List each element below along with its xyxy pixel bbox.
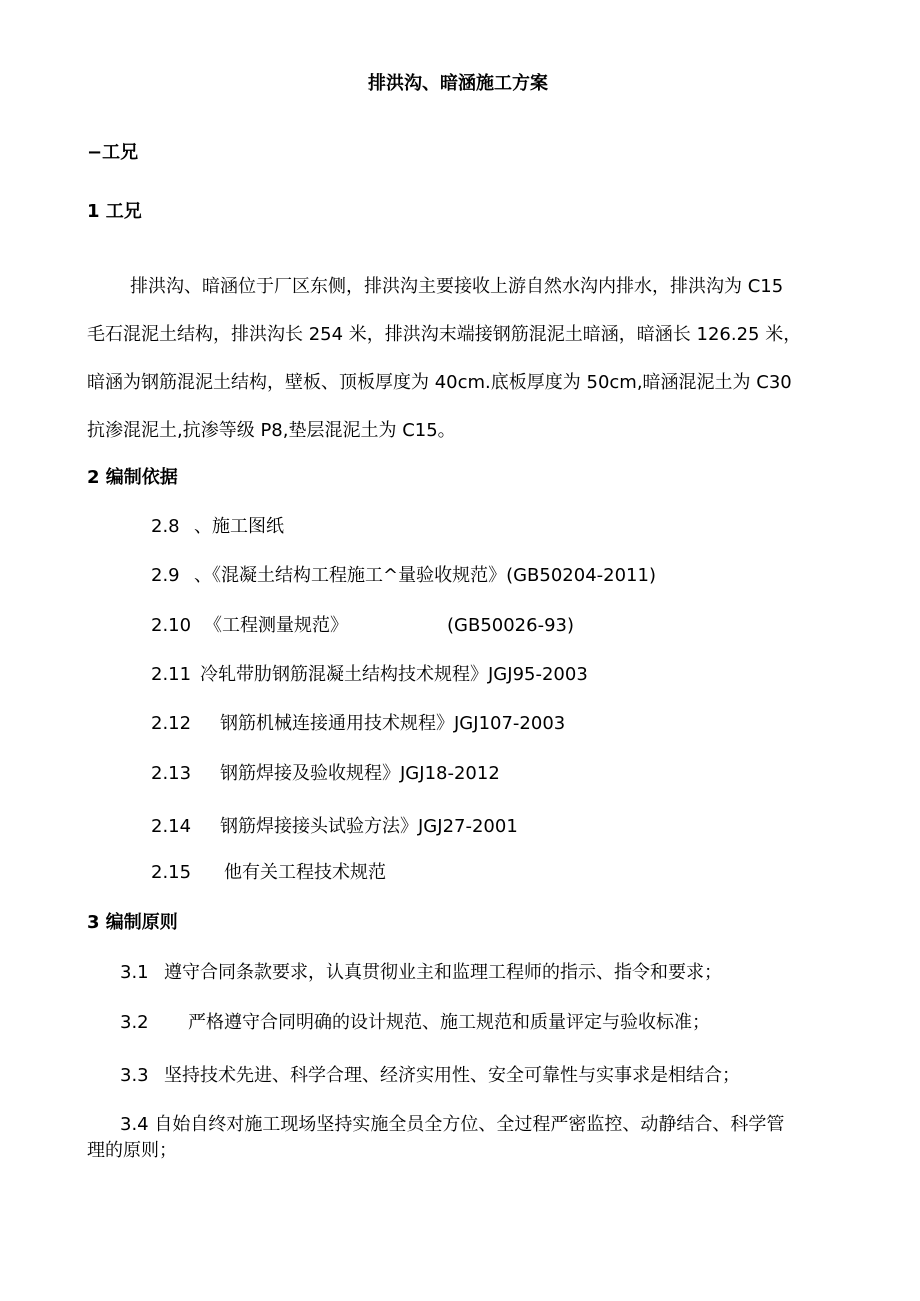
basis-item-text: 《工程测量规范》: [204, 615, 348, 636]
principle-num: 3.2: [120, 1012, 149, 1033]
basis-item-text: 钢筋机械连接通用技术规程》JGJ107-2003: [220, 713, 566, 734]
section-heading-overview: −工兄: [87, 142, 139, 163]
subsection-heading-overview: 1 工兄: [87, 201, 142, 222]
basis-item-num: 2.14: [151, 816, 192, 837]
overview-line-4: 抗渗混泥土,抗渗等级 P8,垫层混泥土为 C15。: [87, 420, 456, 441]
basis-item-num: 2.11: [151, 664, 192, 685]
overview-line-1: 排洪沟、暗涵位于厂区东侧，排洪沟主要接收上游自然水沟内排水，排洪沟为 C15: [130, 276, 784, 297]
principle-3-4-line-2: 理的原则；: [87, 1140, 177, 1161]
section-heading-basis: 2 编制依据: [87, 467, 178, 488]
basis-item-code: (GB50026-93): [447, 615, 575, 636]
basis-item-num: 2.12: [151, 713, 192, 734]
principle-text: 严格遵守合同明确的设计规范、施工规范和质量评定与验收标准；: [188, 1012, 710, 1033]
principle-text: 坚持技术先进、科学合理、经济实用性、安全可靠性与实事求是相结合；: [164, 1065, 740, 1086]
basis-item-num: 2.10: [151, 615, 192, 636]
principle-num: 3.1: [120, 962, 149, 983]
overview-line-2: 毛石混泥土结构，排洪沟长 254 米，排洪沟末端接钢筋混泥土暗涵，暗涵长 126.25 米，: [87, 324, 802, 345]
overview-line-3: 暗涵为钢筋混泥土结构，壁板、顶板厚度为 40cm.底板厚度为 50cm,暗涵混泥土为 C30: [87, 372, 792, 393]
basis-item-text: 他有关工程技术规范: [224, 862, 386, 883]
basis-item-num: 2.13: [151, 763, 192, 784]
basis-item-text: 钢筋焊接接头试验方法》JGJ27-2001: [220, 816, 518, 837]
basis-item-text: 钢筋焊接及验收规程》JGJ18-2012: [220, 763, 500, 784]
basis-item-num: 2.9: [151, 565, 180, 586]
basis-item-text: 、施工图纸: [194, 516, 284, 537]
section-heading-principles: 3 编制原则: [87, 912, 178, 933]
principle-num: 3.3: [120, 1065, 149, 1086]
basis-item-text: 冷轧带肋钢筋混凝土结构技术规程》JGJ95-2003: [200, 664, 588, 685]
principle-3-4-line-1: 3.4 自始自终对施工现场坚持实施全员全方位、全过程严密监控、动静结合、科学管: [120, 1114, 785, 1135]
basis-item-num: 2.15: [151, 862, 192, 883]
principle-text: 遵守合同条款要求，认真贯彻业主和监理工程师的指示、指令和要求；: [164, 962, 722, 983]
basis-item-num: 2.8: [151, 516, 180, 537]
basis-item-text: 、《混凝土结构工程施工^量验收规范》(GB50204-2011): [194, 565, 656, 586]
document-title: 排洪沟、暗涵施工方案: [368, 73, 548, 94]
